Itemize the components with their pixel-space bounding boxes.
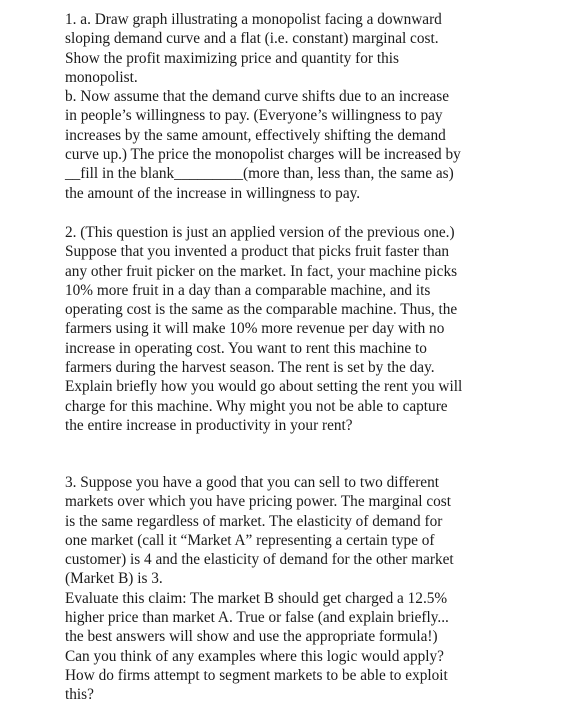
question-2 xyxy=(65,223,535,435)
text-line: charge for this machine. Why might you not be able to capture xyxy=(65,397,448,415)
text-line: 2. (This question is just an applied version of the previous one.) xyxy=(65,224,455,241)
text-line: increases by the same amount, effectively shifting the demand xyxy=(65,126,446,144)
text-line: any other fruit picker on the market. In fact, your machine picks xyxy=(65,262,458,280)
text-line: b. Now assume that the demand curve shifts due to an increase xyxy=(65,88,450,106)
text-line: Suppose that you invented a product that picks fruit faster than xyxy=(65,243,450,261)
text-line: sloping demand curve and a flat (i.e. constant) marginal cost. xyxy=(65,30,439,48)
text-line: markets over which you have pricing power. The marginal cost xyxy=(65,493,451,511)
text-line: one market (call it “Market A” representing a certain type of xyxy=(65,531,435,549)
question-3 xyxy=(65,473,535,705)
text-line: increase in operating cost. You want to rent this machine to xyxy=(65,339,427,357)
text-line: farmers using it will make 10% more revenue per day with no xyxy=(65,320,445,338)
text-line: Show the profit maximizing price and quantity for this xyxy=(65,49,399,67)
text-line: is the same regardless of market. The elasticity of demand for xyxy=(65,512,443,530)
text-line: Can you think of any examples where this logic would apply? xyxy=(65,647,444,665)
text-line: the amount of the increase in willingness to pay. xyxy=(65,184,361,202)
text-line: How do firms attempt to segment markets to be able to exploit xyxy=(65,666,448,684)
text-line: this? xyxy=(65,686,94,704)
text-line: customer) is 4 and the elasticity of demand for the other market xyxy=(65,551,454,569)
text-line: Explain briefly how you would go about setting the rent you will xyxy=(65,378,463,396)
text-line: 10% more fruit in a day than a comparable machine, and its xyxy=(65,281,431,299)
text-line: the entire increase in productivity in your rent? xyxy=(65,416,353,434)
text-line: operating cost is the same as the comparable machine. Thus, the xyxy=(65,301,458,319)
text-line: in people’s willingness to pay. (Everyone’s willingness to pay xyxy=(65,107,443,125)
text-line: __fill in the blank_________(more than, less than, the same as) xyxy=(65,165,454,183)
text-line: the best answers will show and use the appropriate formula!) xyxy=(65,628,438,646)
text-line: farmers during the harvest season. The rent is set by the day. xyxy=(65,359,435,377)
text-line: (Market B) is 3. xyxy=(65,570,163,588)
text-line: 3. Suppose you have a good that you can sell to two different xyxy=(65,474,439,491)
text-line: Evaluate this claim: The market B should get charged a 12.5% xyxy=(65,589,448,607)
text-line: higher price than market A. True or false (and explain briefly... xyxy=(65,609,449,627)
text-line: monopolist. xyxy=(65,68,138,86)
text-line: 1. a. Draw graph illustrating a monopolist facing a downward xyxy=(65,11,442,28)
text-line: curve up.) The price the monopolist charges will be increased by xyxy=(65,146,461,164)
question-1 xyxy=(65,10,535,203)
